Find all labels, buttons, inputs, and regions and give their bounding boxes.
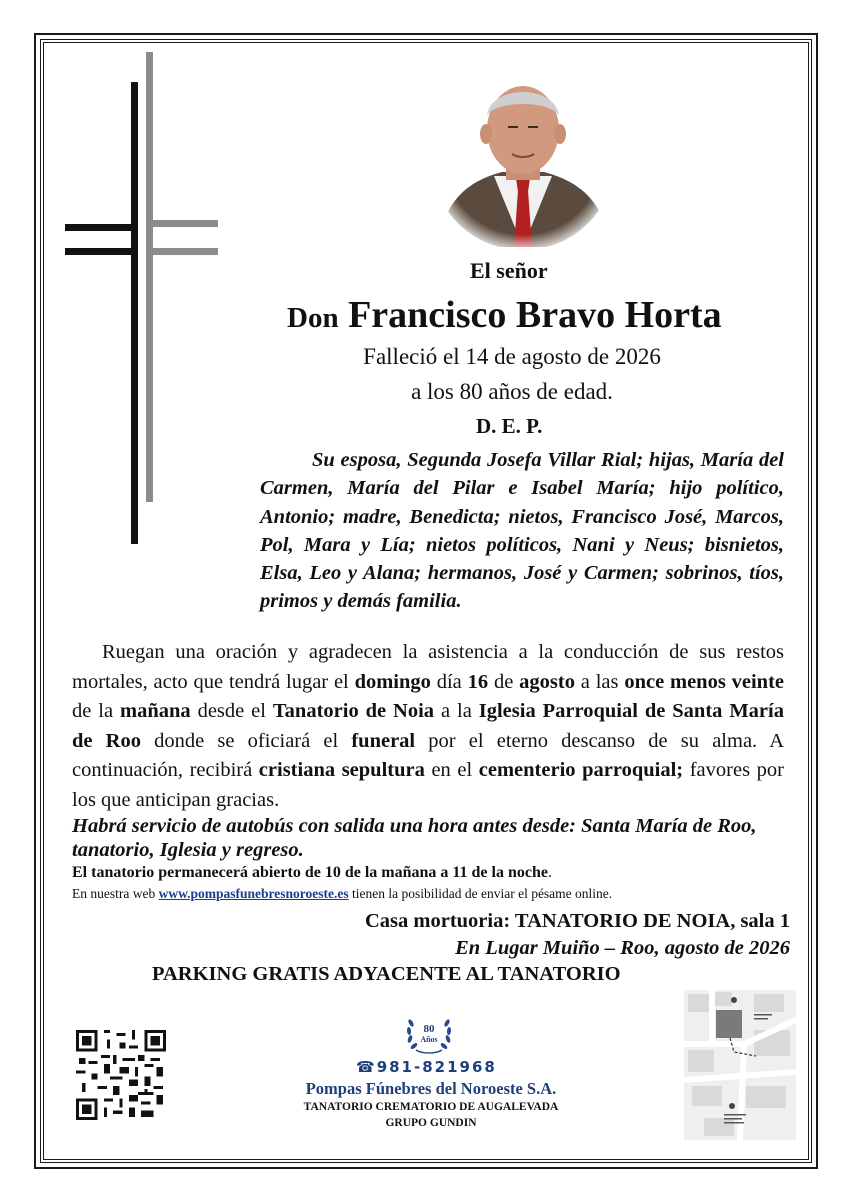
ceremony-church: Iglesia Parroquial de Santa María de Roo (72, 700, 784, 752)
ceremony-part: donde se oficiará el (140, 729, 352, 752)
casa-mortuoria: Casa mortuoria: TANATORIO DE NOIA, sala 1 (364, 910, 790, 932)
ceremony-part: día (430, 670, 468, 693)
ceremony-cemetery: cementerio parroquial; (478, 759, 684, 781)
name-text: Francisco Bravo Horta (348, 294, 722, 336)
ceremony-part: en el (424, 759, 479, 781)
deceased-name (287, 293, 722, 337)
phone-text: 981-821968 (376, 1058, 497, 1076)
ceremony-part: a las (574, 670, 625, 693)
ceremony-text (72, 638, 784, 815)
ceremony-burial: cristiana sepultura (258, 759, 425, 781)
dep-line: D. E. P. (476, 414, 543, 438)
hours-text: El tanatorio permanecerá abierto de 10 de la mañana a 11 de la noche (72, 864, 548, 881)
logo-word: Años (420, 1035, 438, 1044)
family-list: Su esposa, Segunda Josefa Villar Rial; hijas, María del Carmen, María del Pilar e Isabel María; hijo político, Antonio; madre, Benedicta; nietos, Francisco José, Marcos, Pol, Mara y Lía; nietos políticos, Nani y Neus; bisnietos, Elsa, Leo y Alana; hermanos, José y Carmen; sobrinos, tíos, primos y demás familia. (260, 449, 784, 613)
portrait-photo (432, 72, 614, 247)
ceremony-part: desde el (190, 700, 273, 722)
logo-number: 80 (423, 1023, 435, 1035)
place-date: En Lugar Muiño – Roo, agosto de 2026 (455, 937, 790, 959)
laurel-logo-icon (400, 1010, 458, 1058)
bus-notice: Habrá servicio de autobús con salida una hora antes desde: Santa María de Roo, tanatorio, Iglesia y regreso. (72, 815, 757, 861)
parking-notice: PARKING GRATIS ADYACENTE AL TANATORIO (152, 963, 621, 985)
age-line: a los 80 años de edad. (411, 379, 613, 404)
ceremony-time: once menos veinte (624, 670, 785, 693)
grupo-line: GRUPO GUNDIN (385, 1117, 477, 1129)
web-notice (72, 886, 612, 902)
ceremony-part: por el eterno descanso de su alma. A continuación, recibirá (72, 729, 785, 781)
ceremony-part: de (488, 670, 520, 693)
web-suffix: tienen la posibilidad de enviar el pésame online. (348, 886, 613, 901)
ceremony-date: 16 (467, 670, 489, 693)
phone-number[interactable] (356, 1058, 497, 1076)
hours-dot: . (547, 864, 552, 881)
ceremony-part: Ruegan una oración y agradecen la asistencia a la conducción de sus restos mortales, acto que tendrá lugar el (72, 641, 784, 693)
ceremony-period: mañana (120, 700, 191, 722)
ceremony-part: de la (72, 700, 120, 722)
ceremony-day: domingo (354, 670, 431, 693)
hours-notice (72, 864, 552, 882)
ceremony-origin: Tanatorio de Noia (272, 700, 435, 722)
company-name: Pompas Fúnebres del Noroeste S.A. (305, 1079, 557, 1098)
web-prefix: En nuestra web (72, 886, 159, 901)
cross-icon (60, 52, 225, 552)
phone-icon: ☎ (356, 1058, 377, 1076)
ceremony-month: agosto (519, 670, 575, 693)
location-map[interactable] (684, 990, 796, 1140)
ceremony-funeral: funeral (351, 729, 416, 752)
name-prefix: Don (287, 302, 339, 334)
death-date: Falleció el 14 de agosto de 2026 (363, 344, 661, 369)
salutation: El señor (470, 258, 548, 283)
crematorio-line: TANATORIO CREMATORIO DE AUGALEVADA (303, 1101, 559, 1113)
website-link[interactable]: www.pompasfunebresnoroeste.es (158, 886, 349, 901)
ceremony-part: a la (434, 700, 479, 722)
qr-code[interactable] (76, 1030, 166, 1120)
ceremony-part: favores por los que anticipan gracias. (72, 759, 784, 811)
